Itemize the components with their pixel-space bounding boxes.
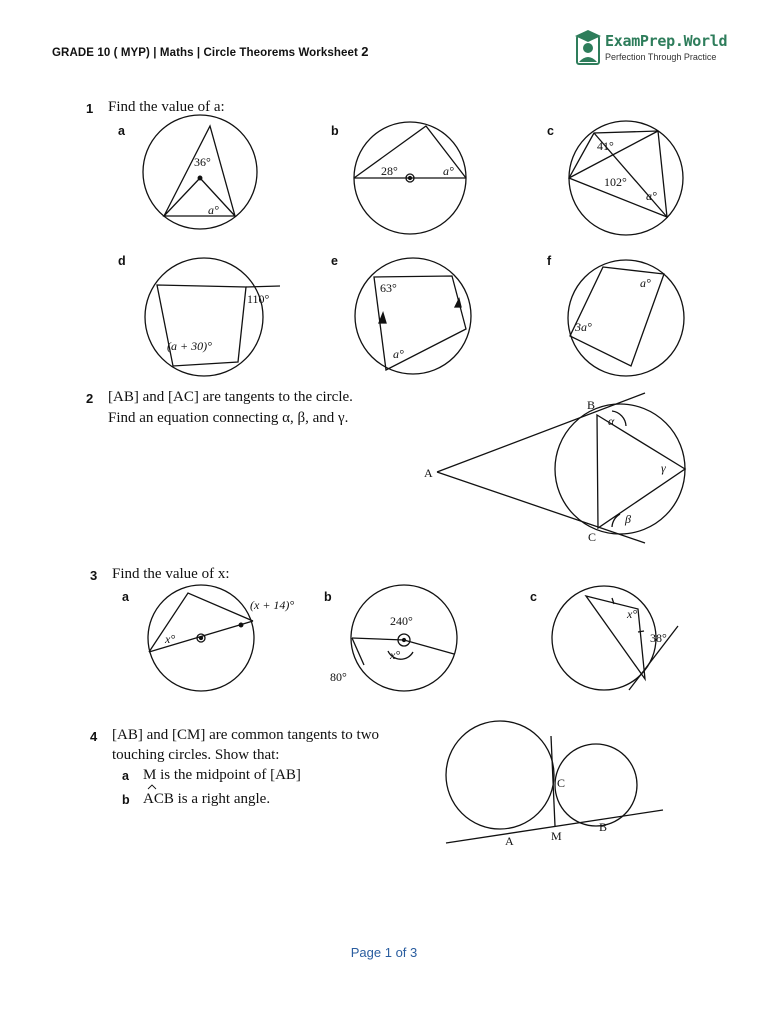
label-1e-angle-63: 63° xyxy=(380,281,397,295)
q1-part-f: f xyxy=(547,254,552,268)
label-1e-angle-a: a° xyxy=(393,347,404,361)
q3-part-b: b xyxy=(324,590,332,604)
label-1d-angle-110: 110° xyxy=(247,292,270,306)
q4-part-a-letter: a xyxy=(122,769,129,783)
figure-3a xyxy=(148,585,254,691)
label-3b-angle-240: 240° xyxy=(390,614,413,628)
label-1c-angle-102: 102° xyxy=(604,175,627,189)
figure-1d xyxy=(145,258,280,376)
q1-number: 1 xyxy=(86,101,94,116)
figure-3b xyxy=(351,585,457,691)
q3-part-c: c xyxy=(530,590,537,604)
figure-4 xyxy=(446,721,663,843)
figure-1b xyxy=(354,122,466,234)
figure-labels xyxy=(164,139,667,848)
label-2-beta: β xyxy=(625,512,631,526)
label-3c-angle-38: 38° xyxy=(650,631,667,645)
label-3b-angle-80: 80° xyxy=(330,670,347,684)
label-1a-angle-a: a° xyxy=(208,203,219,217)
figure-1e xyxy=(355,258,471,374)
logo-name: ExamPrep.World xyxy=(605,32,728,50)
page-indicator: Page 1 of 3 xyxy=(350,945,418,960)
label-3a-angle-x: x° xyxy=(165,632,176,646)
label-3c-angle-x: x° xyxy=(627,607,638,621)
label-1b-angle-28: 28° xyxy=(381,164,398,178)
q1-part-d: d xyxy=(118,254,126,268)
label-2-point-b: B xyxy=(587,398,596,412)
worksheet-number: 2 xyxy=(361,44,369,59)
angle-hat-mark xyxy=(148,785,156,789)
q4-text-line1: [AB] and [CM] are common tangents to two xyxy=(112,727,380,743)
worksheet-title: GRADE 10 ( MYP) | Maths | Circle Theorems Worksheet xyxy=(52,47,358,59)
label-4-point-b: B xyxy=(599,820,608,834)
q4-text-line2: touching circles. Show that: xyxy=(112,747,280,763)
label-1f-angle-a: a° xyxy=(640,276,651,290)
q4-part-b-text: ACB is a right angle. xyxy=(143,791,271,807)
figure-1a xyxy=(143,115,257,229)
q3-part-a: a xyxy=(122,590,129,604)
q4-part-a-text: M is the midpoint of [AB] xyxy=(143,767,301,783)
q1-part-b: b xyxy=(331,124,339,138)
label-1c-angle-a: a° xyxy=(646,189,657,203)
q2-text-line1: [AB] and [AC] are tangents to the circle. xyxy=(108,389,353,405)
q4-number: 4 xyxy=(90,729,98,744)
label-4-point-c: C xyxy=(557,776,566,790)
label-2-gamma: γ xyxy=(661,461,666,475)
label-4-point-a: A xyxy=(505,834,514,848)
label-2-point-a: A xyxy=(424,466,433,480)
q1-part-e: e xyxy=(331,254,338,268)
figure-1f xyxy=(568,260,684,376)
q1-text: Find the value of a: xyxy=(108,99,225,115)
q3-text: Find the value of x: xyxy=(112,566,230,582)
label-1f-angle-3a: 3a° xyxy=(575,320,592,334)
label-4-point-m: M xyxy=(551,829,562,843)
q3-number: 3 xyxy=(90,568,98,583)
figure-2 xyxy=(437,393,685,543)
label-1d-angle-a30: (a + 30)° xyxy=(167,339,212,353)
q4-part-b-letter: b xyxy=(122,793,130,807)
label-2-alpha: α xyxy=(608,414,615,428)
logo-tagline: Perfection Through Practice xyxy=(605,52,717,62)
label-2-point-c: C xyxy=(588,530,597,544)
q1-part-a: a xyxy=(118,124,125,138)
label-3a-angle-x14: (x + 14)° xyxy=(250,598,295,612)
q2-text-line2: Find an equation connecting α, β, and γ. xyxy=(108,410,349,426)
q1-part-c: c xyxy=(547,124,554,138)
label-1c-angle-41: 41° xyxy=(597,139,614,153)
label-1b-angle-a: a° xyxy=(443,164,454,178)
label-3b-angle-x: x° xyxy=(390,648,401,662)
label-1a-angle-36: 36° xyxy=(194,155,211,169)
q2-number: 2 xyxy=(86,391,94,406)
